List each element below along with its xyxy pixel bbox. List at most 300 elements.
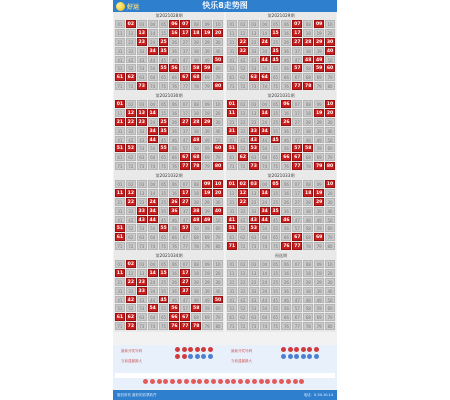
number-cell: 07: [292, 260, 302, 268]
number-cell: 04: [148, 260, 158, 268]
number-cell: 02: [126, 100, 136, 108]
number-cell: 71: [227, 82, 237, 90]
drawn-number-cell: 34: [149, 208, 156, 214]
number-cell: 80: [213, 242, 223, 250]
number-grid: [115, 20, 223, 90]
drawn-number-cell: 61: [116, 235, 124, 241]
number-cell: 41: [227, 296, 237, 304]
number-cell: 74: [260, 242, 270, 250]
number-cell: 72: [126, 82, 136, 90]
trend-panel: [114, 92, 224, 172]
drawn-number-cell: 73: [138, 84, 145, 90]
number-cell: 79: [202, 162, 212, 170]
number-cell: 10: [213, 20, 223, 28]
number-cell: 13: [249, 189, 259, 197]
drawn-number-cell: 67: [182, 75, 189, 81]
number-cell: 68: [191, 313, 201, 321]
number-cell: 13: [249, 29, 259, 37]
drawn-number-cell: 13: [138, 110, 145, 116]
trend-panel: [226, 12, 336, 92]
number-cell: 53: [137, 64, 147, 72]
number-cell: 64: [148, 233, 158, 241]
number-cell: 24: [260, 198, 270, 206]
number-cell: 63: [137, 153, 147, 161]
number-cell: 59: [314, 144, 324, 152]
number-cell: 35: [271, 287, 281, 295]
drawn-number-cell: 20: [214, 30, 222, 36]
number-cell: 50: [325, 136, 335, 144]
drawn-number-cell: 43: [138, 217, 145, 223]
number-cell: 38: [191, 287, 201, 295]
drawn-number-cell: 03: [250, 182, 257, 187]
drawn-number-cell: 67: [182, 315, 189, 321]
number-cell: 51: [227, 64, 237, 72]
number-cell: 38: [303, 47, 313, 55]
drawn-number-cell: 34: [261, 128, 268, 134]
number-cell: 42: [238, 216, 248, 224]
number-cell: 74: [148, 162, 158, 170]
number-cell: 30: [325, 118, 335, 126]
drawn-number-cell: 80: [326, 164, 334, 170]
number-cell: 49: [202, 296, 212, 304]
panel-period-label: 第2021029期: [267, 13, 295, 18]
drawn-number-cell: 01: [228, 102, 236, 107]
number-cell: 42: [238, 56, 248, 64]
number-cell: 30: [213, 38, 223, 46]
number-cell: 35: [271, 127, 281, 135]
drawn-number-cell: 67: [294, 235, 301, 241]
trend-panel: [114, 172, 224, 252]
drawn-number-cell: 19: [315, 190, 323, 196]
number-cell: 16: [169, 109, 179, 117]
drawn-number-cell: 01: [116, 102, 124, 107]
number-cell: 26: [281, 198, 291, 206]
drawn-number-cell: 77: [294, 244, 301, 250]
ball: [163, 379, 168, 384]
ball: [299, 379, 304, 384]
number-cell: 60: [325, 224, 335, 232]
number-cell: 52: [238, 144, 248, 152]
number-cell: 54: [148, 64, 158, 72]
number-cell: 20: [213, 269, 223, 277]
number-cell: 63: [249, 153, 259, 161]
number-cell: 40: [213, 127, 223, 135]
number-cell: 76: [169, 162, 179, 170]
number-cell: 75: [159, 242, 169, 250]
drawn-number-cell: 76: [283, 244, 290, 250]
number-cell: 52: [238, 64, 248, 72]
number-cell: 20: [213, 109, 223, 117]
number-cell: 53: [137, 144, 147, 152]
number-cell: 20: [325, 269, 335, 277]
number-cell: 27: [292, 118, 302, 126]
drawn-number-cell: 76: [171, 324, 178, 330]
number-cell: 69: [202, 233, 212, 241]
number-cell: 78: [191, 82, 201, 90]
drawn-number-cell: 02: [127, 262, 135, 267]
number-cell: 73: [137, 322, 147, 330]
number-cell: 62: [126, 233, 136, 241]
number-cell: 79: [202, 242, 212, 250]
number-cell: 13: [249, 109, 259, 117]
number-cell: 72: [238, 322, 248, 330]
number-cell: 24: [148, 38, 158, 46]
number-cell: 76: [281, 162, 291, 170]
number-cell: 64: [148, 153, 158, 161]
number-cell: 03: [249, 100, 259, 108]
number-cell: 78: [191, 242, 201, 250]
number-cell: 07: [292, 100, 302, 108]
number-cell: 32: [238, 287, 248, 295]
number-cell: 47: [180, 296, 190, 304]
number-cell: 44: [260, 136, 270, 144]
drawn-number-cell: 78: [193, 164, 200, 170]
number-cell: 14: [148, 189, 158, 197]
drawn-number-cell: 64: [261, 75, 268, 81]
drawn-number-cell: 11: [116, 190, 124, 196]
drawn-number-cell: 58: [193, 66, 200, 72]
drawn-number-cell: 17: [182, 270, 189, 276]
drawn-number-cell: 56: [171, 306, 178, 312]
number-cell: 33: [249, 287, 259, 295]
number-cell: 52: [238, 304, 248, 312]
drawn-number-cell: 27: [294, 39, 301, 45]
number-cell: 72: [126, 162, 136, 170]
drawn-number-cell: 57: [294, 66, 301, 72]
number-cell: 05: [159, 100, 169, 108]
trend-panel: [226, 92, 336, 172]
number-cell: 46: [281, 296, 291, 304]
drawn-number-cell: 44: [261, 217, 268, 223]
number-cell: 01: [115, 20, 125, 28]
number-cell: 57: [292, 304, 302, 312]
number-cell: 05: [159, 260, 169, 268]
ball: [143, 379, 148, 384]
number-cell: 30: [213, 198, 223, 206]
number-cell: 75: [271, 82, 281, 90]
number-cell: 33: [249, 207, 259, 215]
drawn-number-cell: 29: [203, 119, 211, 125]
drawn-number-cell: 06: [171, 22, 178, 27]
number-cell: 57: [180, 64, 190, 72]
drawn-number-cell: 57: [294, 146, 301, 152]
ball: [150, 379, 155, 384]
drawn-number-cell: 23: [138, 119, 145, 125]
number-cell: 65: [159, 73, 169, 81]
number-grid: [115, 100, 223, 170]
number-cell: 18: [191, 109, 201, 117]
number-cell: 36: [281, 207, 291, 215]
ball: [238, 379, 243, 384]
number-cell: 23: [249, 278, 259, 286]
number-cell: 35: [159, 287, 169, 295]
drawn-number-cell: 33: [250, 128, 257, 134]
app-window: [113, 0, 337, 400]
drawn-number-cell: 53: [250, 146, 257, 152]
number-cell: 36: [281, 127, 291, 135]
number-cell: 06: [281, 260, 291, 268]
number-cell: 34: [148, 287, 158, 295]
number-cell: 30: [325, 198, 335, 206]
drawn-number-cell: 22: [127, 279, 135, 285]
number-cell: 17: [180, 109, 190, 117]
number-cell: 31: [227, 287, 237, 295]
number-cell: 39: [202, 47, 212, 55]
drawn-number-cell: 10: [214, 182, 222, 187]
number-cell: 48: [191, 296, 201, 304]
drawn-number-cell: 67: [182, 155, 189, 161]
number-cell: 65: [271, 233, 281, 241]
number-cell: 68: [303, 313, 313, 321]
number-cell: 73: [249, 322, 259, 330]
number-cell: 63: [137, 73, 147, 81]
number-cell: 14: [148, 29, 158, 37]
number-cell: 18: [303, 269, 313, 277]
number-cell: 01: [227, 20, 237, 28]
number-cell: 80: [213, 322, 223, 330]
number-cell: 76: [281, 322, 291, 330]
number-cell: 31: [227, 207, 237, 215]
number-cell: 28: [191, 278, 201, 286]
number-cell: 27: [180, 38, 190, 46]
drawn-number-cell: 34: [149, 128, 156, 134]
drawn-number-cell: 15: [272, 30, 279, 36]
number-cell: 65: [271, 313, 281, 321]
number-cell: 44: [260, 296, 270, 304]
number-cell: 03: [249, 20, 259, 28]
number-cell: 79: [314, 82, 324, 90]
number-cell: 75: [271, 242, 281, 250]
number-cell: 45: [159, 56, 169, 64]
drawn-number-cell: 78: [193, 324, 200, 330]
drawn-number-cell: 35: [160, 48, 167, 54]
number-cell: 33: [137, 127, 147, 135]
number-cell: 23: [249, 118, 259, 126]
number-cell: 68: [191, 233, 201, 241]
number-cell: 14: [260, 29, 270, 37]
ball: [177, 379, 182, 384]
number-cell: 31: [115, 127, 125, 135]
drawn-number-cell: 58: [305, 146, 312, 152]
number-cell: 26: [169, 118, 179, 126]
number-cell: 04: [260, 180, 270, 188]
drawn-number-cell: 35: [272, 208, 279, 214]
drawn-number-cell: 60: [214, 146, 222, 152]
number-cell: 04: [148, 100, 158, 108]
drawn-number-cell: 21: [116, 119, 124, 125]
drawn-number-cell: 34: [149, 48, 156, 54]
number-cell: 09: [314, 180, 324, 188]
number-cell: 67: [180, 233, 190, 241]
number-cell: 44: [148, 56, 158, 64]
drawn-number-cell: 51: [116, 226, 124, 232]
number-cell: 02: [238, 260, 248, 268]
number-cell: 23: [137, 198, 147, 206]
drawn-number-cell: 11: [116, 270, 124, 276]
number-cell: 03: [249, 260, 259, 268]
number-cell: 49: [314, 216, 324, 224]
number-cell: 70: [213, 233, 223, 241]
number-cell: 12: [126, 269, 136, 277]
number-cell: 36: [281, 47, 291, 55]
number-cell: 21: [227, 38, 237, 46]
number-cell: 63: [137, 313, 147, 321]
drawn-number-cell: 43: [250, 217, 257, 223]
drawn-number-cell: 22: [239, 39, 247, 45]
number-cell: 71: [115, 162, 125, 170]
number-cell: 69: [314, 313, 324, 321]
ball: [195, 347, 200, 352]
number-cell: 74: [148, 242, 158, 250]
number-cell: 08: [191, 100, 201, 108]
number-cell: 43: [249, 296, 259, 304]
number-cell: 58: [303, 224, 313, 232]
ball: [204, 379, 209, 384]
number-cell: 52: [238, 224, 248, 232]
drawn-number-cell: 53: [250, 226, 257, 232]
number-cell: 78: [303, 242, 313, 250]
number-cell: 68: [303, 233, 313, 241]
number-cell: 18: [303, 109, 313, 117]
number-cell: 75: [159, 162, 169, 170]
number-cell: 05: [271, 20, 281, 28]
drawn-number-cell: 40: [326, 48, 334, 54]
number-cell: 54: [148, 224, 158, 232]
number-cell: 36: [169, 47, 179, 55]
drawn-number-cell: 15: [160, 270, 167, 276]
drawn-number-cell: 78: [305, 84, 312, 90]
number-cell: 25: [159, 198, 169, 206]
panel-period-label: 第2021032期: [155, 173, 183, 178]
number-cell: 37: [180, 47, 190, 55]
number-cell: 29: [202, 198, 212, 206]
ball: [157, 379, 162, 384]
summary-label-4: 当前遗漏最大: [231, 359, 252, 363]
number-cell: 11: [227, 29, 237, 37]
number-cell: 64: [148, 313, 158, 321]
number-cell: 75: [159, 82, 169, 90]
ball: [201, 354, 206, 359]
drawn-number-cell: 14: [261, 110, 268, 116]
number-cell: 57: [180, 144, 190, 152]
number-cell: 39: [314, 287, 324, 295]
number-cell: 70: [325, 153, 335, 161]
number-cell: 21: [115, 278, 125, 286]
number-cell: 28: [303, 278, 313, 286]
number-cell: 07: [180, 180, 190, 188]
number-cell: 53: [137, 224, 147, 232]
drawn-number-cell: 26: [171, 199, 178, 205]
number-cell: 43: [137, 136, 147, 144]
number-cell: 64: [260, 153, 270, 161]
number-cell: 62: [238, 313, 248, 321]
number-cell: 39: [202, 207, 212, 215]
number-cell: 56: [281, 304, 291, 312]
number-cell: 75: [271, 162, 281, 170]
number-cell: 52: [126, 64, 136, 72]
drawn-number-cell: 46: [283, 217, 290, 223]
drawn-number-cell: 80: [214, 84, 222, 90]
ball: [301, 347, 306, 352]
number-cell: 66: [169, 153, 179, 161]
number-cell: 45: [271, 296, 281, 304]
number-cell: 06: [169, 180, 179, 188]
number-cell: 16: [281, 269, 291, 277]
number-cell: 25: [159, 278, 169, 286]
number-cell: 21: [227, 118, 237, 126]
number-cell: 77: [292, 322, 302, 330]
number-cell: 42: [126, 56, 136, 64]
drawn-number-cell: 61: [116, 75, 124, 81]
ball: [286, 379, 291, 384]
number-cell: 50: [213, 216, 223, 224]
app-title: 快乐8走势图: [202, 1, 248, 10]
number-cell: 48: [303, 216, 313, 224]
number-cell: 11: [227, 189, 237, 197]
number-cell: 75: [159, 322, 169, 330]
drawn-number-cell: 27: [182, 199, 189, 205]
number-cell: 19: [314, 29, 324, 37]
summary-label-3: 最新开奖号码: [231, 349, 252, 353]
number-cell: 09: [202, 260, 212, 268]
drawn-number-cell: 69: [315, 235, 323, 241]
number-cell: 56: [281, 224, 291, 232]
number-cell: 04: [148, 20, 158, 28]
number-cell: 54: [260, 304, 270, 312]
ball-group-1: [175, 347, 215, 359]
number-cell: 41: [115, 136, 125, 144]
ball: [307, 354, 312, 359]
number-cell: 62: [238, 233, 248, 241]
number-cell: 37: [292, 207, 302, 215]
drawn-number-cell: 55: [160, 146, 167, 152]
number-cell: 44: [148, 296, 158, 304]
number-grid: [115, 260, 223, 330]
number-cell: 04: [260, 20, 270, 28]
number-cell: 13: [249, 269, 259, 277]
drawn-number-cell: 54: [149, 306, 156, 312]
drawn-number-cell: 51: [228, 226, 236, 232]
drawn-number-cell: 44: [149, 217, 156, 223]
number-cell: 39: [314, 47, 324, 55]
number-cell: 30: [213, 278, 223, 286]
number-cell: 66: [281, 233, 291, 241]
drawn-number-cell: 44: [261, 57, 268, 63]
number-cell: 40: [213, 287, 223, 295]
number-cell: 80: [325, 82, 335, 90]
number-cell: 46: [281, 136, 291, 144]
number-cell: 25: [271, 118, 281, 126]
number-cell: 27: [292, 278, 302, 286]
number-cell: 31: [115, 287, 125, 295]
number-cell: 70: [325, 233, 335, 241]
drawn-number-cell: 06: [283, 102, 290, 107]
drawn-number-cell: 45: [272, 57, 279, 63]
number-cell: 34: [260, 47, 270, 55]
number-cell: 67: [292, 73, 302, 81]
ball: [259, 379, 264, 384]
number-cell: 71: [115, 82, 125, 90]
number-cell: 17: [292, 189, 302, 197]
number-cell: 46: [281, 56, 291, 64]
drawn-number-cell: 66: [283, 155, 290, 161]
ball: [281, 347, 286, 352]
number-cell: 25: [271, 38, 281, 46]
drawn-number-cell: 27: [182, 119, 189, 125]
drawn-number-cell: 18: [305, 190, 312, 196]
footer-left-text: 版权所有 最好的彩票软件: [117, 393, 157, 397]
number-cell: 52: [126, 224, 136, 232]
